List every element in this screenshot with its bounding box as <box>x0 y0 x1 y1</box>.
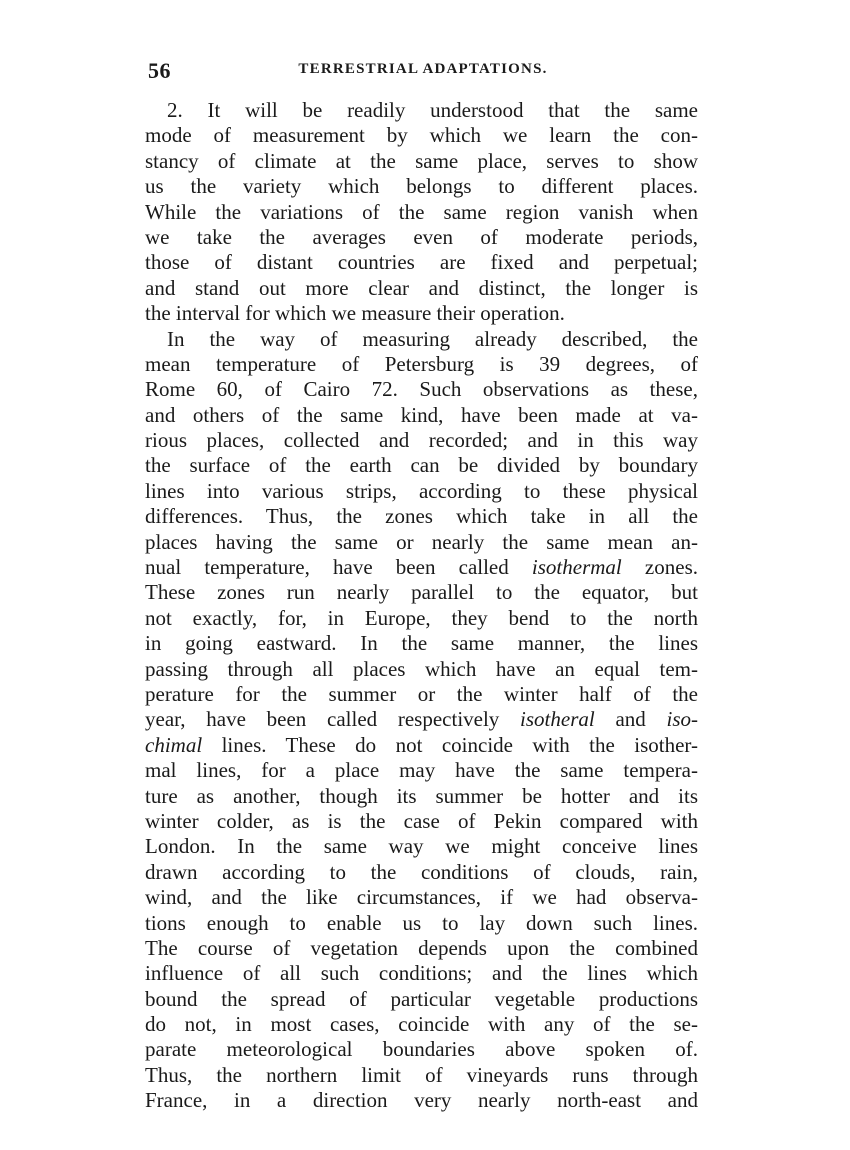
text-line <box>145 1088 698 1113</box>
text-line <box>145 784 698 809</box>
text-segment: zones. <box>621 555 698 580</box>
text-segment: parate meteorological boundaries above spoken of. <box>145 1037 698 1062</box>
text-segment: nual temperature, have been called <box>145 555 532 580</box>
text-line <box>145 327 698 352</box>
text-segment: winter colder, as is the case of Pekin compared with <box>145 808 698 833</box>
text-segment: places having the same or nearly the same mean an- <box>145 529 698 554</box>
text-line <box>145 936 698 961</box>
italic-term: iso- <box>666 707 698 732</box>
text-segment: and stand out more clear and distinct, the longer is <box>145 275 698 300</box>
text-segment: London. In the same way we might conceive lines <box>145 834 698 859</box>
text-segment: we take the averages even of moderate periods, <box>145 224 698 249</box>
text-line <box>145 403 698 428</box>
text-segment: the interval for which we measure their operation. <box>145 301 565 326</box>
text-line <box>145 453 698 478</box>
text-line <box>145 504 698 529</box>
text-line <box>145 98 698 123</box>
text-line <box>145 301 698 326</box>
text-line <box>145 631 698 656</box>
text-segment: 2. It will be readily understood that the same <box>167 98 698 122</box>
text-segment: differences. Thus, the zones which take in all the <box>145 504 698 529</box>
text-line <box>145 911 698 936</box>
text-segment: us the variety which belongs to different places. <box>145 174 698 199</box>
page-header <box>148 58 698 88</box>
italic-term: chimal <box>145 732 203 757</box>
text-segment: France, in a direction very nearly north-east and <box>145 1088 698 1113</box>
text-segment: These zones run nearly parallel to the equator, but <box>145 580 698 605</box>
text-line <box>145 428 698 453</box>
text-segment: and others of the same kind, have been made at va- <box>145 402 698 427</box>
text-line <box>145 479 698 504</box>
text-line <box>145 580 698 605</box>
text-line <box>145 149 698 174</box>
text-segment: Thus, the northern limit of vineyards runs through <box>145 1062 698 1087</box>
text-line <box>145 1012 698 1037</box>
text-segment: the surface of the earth can be divided by boundary <box>145 453 698 478</box>
text-segment: tions enough to enable us to lay down such lines. <box>145 910 698 935</box>
text-line <box>145 809 698 834</box>
text-line <box>145 530 698 555</box>
text-segment: While the variations of the same region vanish when <box>145 199 698 224</box>
text-line <box>145 860 698 885</box>
text-segment: not exactly, for, in Europe, they bend to the north <box>145 605 698 630</box>
text-line <box>145 174 698 199</box>
text-segment: in going eastward. In the same manner, the lines <box>145 631 698 656</box>
text-segment: year, have been called respectively <box>145 707 521 732</box>
text-line <box>145 555 698 580</box>
text-line <box>145 352 698 377</box>
text-segment: those of distant countries are fixed and perpetual; <box>145 250 698 275</box>
text-line <box>145 834 698 859</box>
text-segment: In the way of measuring already described, the <box>167 326 698 351</box>
text-line <box>145 707 698 732</box>
body-text <box>145 98 698 1114</box>
text-segment: perature for the summer or the winter half of the <box>145 681 698 706</box>
text-segment: Rome 60, of Cairo 72. Such observations as these, <box>145 377 698 402</box>
text-line <box>145 250 698 275</box>
text-segment: bound the spread of particular vegetable productions <box>145 986 698 1011</box>
text-segment: rious places, collected and recorded; and in this way <box>145 428 698 453</box>
text-line <box>145 961 698 986</box>
text-segment: ture as another, though its summer be hotter and its <box>145 783 698 808</box>
text-segment: mode of measurement by which we learn the con- <box>145 123 698 148</box>
text-segment: stancy of climate at the same place, serves to show <box>145 148 698 173</box>
text-line <box>145 657 698 682</box>
text-line <box>145 1063 698 1088</box>
text-line <box>145 758 698 783</box>
text-segment: and <box>594 707 667 732</box>
text-segment: passing through all places which have an equal tem- <box>145 656 698 681</box>
text-segment: drawn according to the conditions of clouds, rain, <box>145 859 698 884</box>
running-title: TERRESTRIAL ADAPTATIONS. <box>298 61 548 77</box>
italic-term: isotheral <box>520 707 595 732</box>
italic-term: isothermal <box>531 555 622 580</box>
text-segment: lines into various strips, according to these physical <box>145 478 698 503</box>
text-segment: The course of vegetation depends upon the combined <box>145 935 698 960</box>
text-line <box>145 1037 698 1062</box>
text-line <box>145 276 698 301</box>
text-line <box>145 377 698 402</box>
text-segment: wind, and the like circumstances, if we had observa- <box>145 885 698 910</box>
text-line <box>145 225 698 250</box>
text-line <box>145 733 698 758</box>
page-number: 56 <box>148 58 171 83</box>
text-line <box>145 987 698 1012</box>
text-segment: influence of all such conditions; and the lines which <box>145 961 698 986</box>
text-line <box>145 885 698 910</box>
text-line <box>145 123 698 148</box>
text-line <box>145 682 698 707</box>
text-segment: lines. These do not coincide with the isother- <box>202 732 698 757</box>
text-line <box>145 200 698 225</box>
text-segment: mal lines, for a place may have the same tempera- <box>145 758 698 783</box>
text-line <box>145 606 698 631</box>
text-segment: mean temperature of Petersburg is 39 degrees, of <box>145 351 698 376</box>
text-segment: do not, in most cases, coincide with any of the se- <box>145 1012 698 1037</box>
